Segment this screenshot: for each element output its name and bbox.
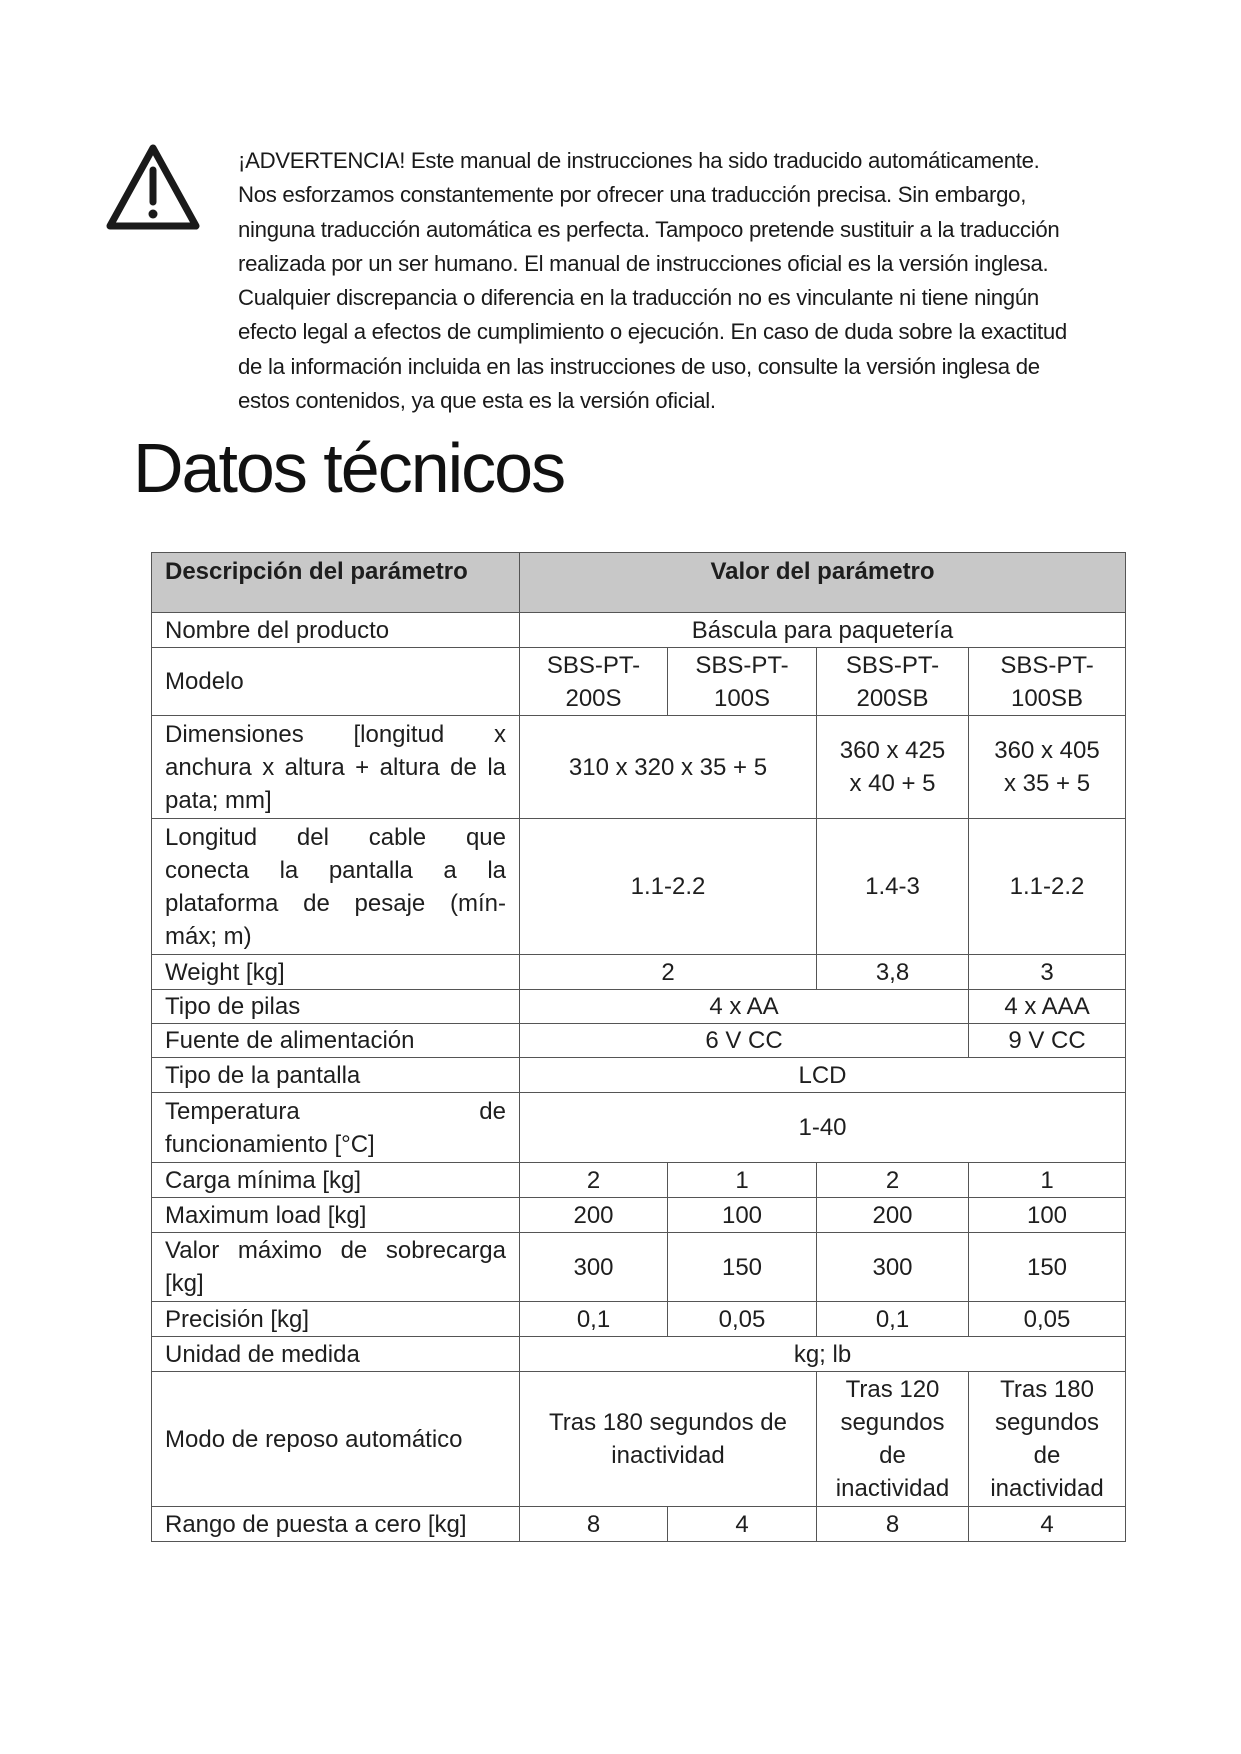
model-cell (817, 648, 969, 716)
row-label: Modo de reposo automático (152, 1372, 520, 1507)
warning-line: ninguna traducción automática es perfecta. Tampoco pretende sustituir a la traducción (238, 216, 1060, 242)
cell-value: 3 (969, 955, 1126, 990)
table-row (152, 1302, 1126, 1337)
cell-value: 3,8 (817, 955, 969, 990)
cell-value: 2 (817, 1163, 969, 1198)
cell-value: 2 (520, 955, 817, 990)
cell-value: 0,1 (520, 1302, 668, 1337)
table-row (152, 716, 1126, 819)
row-label (152, 1093, 520, 1163)
cell-value: 100 (969, 1198, 1126, 1233)
cell-line: de (1033, 1442, 1061, 1469)
cell-line: 360 x 425 (839, 737, 946, 764)
row-label: Tipo de pilas (152, 990, 520, 1024)
cell-line: de (879, 1442, 906, 1469)
label-line: funcionamiento [°C] (165, 1130, 375, 1158)
cell-line: 100S (713, 684, 771, 712)
table-row (152, 1337, 1126, 1372)
cell-value: 0,05 (668, 1302, 817, 1337)
cell-line: inactividad (835, 1475, 950, 1502)
row-label: Unidad de medida (152, 1337, 520, 1372)
cell-line: Tras 120 (845, 1376, 940, 1403)
label-line: pata; mm] (165, 786, 272, 814)
cell-value: 9 V CC (969, 1024, 1126, 1058)
row-label (152, 1233, 520, 1302)
header-param-cell: Descripción del parámetro (152, 553, 520, 613)
cell-value: 200 (520, 1198, 668, 1233)
table-row (152, 1163, 1126, 1198)
row-label: Rango de puesta a cero [kg] (152, 1507, 520, 1542)
row-label: Maximum load [kg] (152, 1198, 520, 1233)
cell-value: 310 x 320 x 35 + 5 (520, 716, 817, 819)
cell-value: 1-40 (520, 1093, 1126, 1163)
cell-value: 200 (817, 1198, 969, 1233)
cell-line: x 40 + 5 (849, 770, 936, 797)
page-title: Datos técnicos (133, 429, 565, 507)
row-label (152, 819, 520, 955)
table-row (152, 1024, 1126, 1058)
cell-value: 150 (969, 1233, 1126, 1302)
cell-value: 8 (520, 1507, 668, 1542)
row-label: Tipo de la pantalla (152, 1058, 520, 1093)
cell-value: 300 (817, 1233, 969, 1302)
label-line: máx; m) (165, 922, 252, 950)
cell-value (520, 1372, 817, 1507)
table-row (152, 613, 1126, 648)
label-line: Valor máximo de sobrecarga (165, 1237, 506, 1264)
cell-value: 1 (668, 1163, 817, 1198)
table-row (152, 1233, 1126, 1302)
row-label (152, 716, 520, 819)
cell-line: 200SB (856, 684, 929, 712)
cell-line: 360 x 405 (994, 737, 1100, 764)
warning-line: ¡ADVERTENCIA! Este manual de instrucciones ha sido traducido automáticamente. (238, 148, 1040, 173)
model-cell (969, 648, 1126, 716)
cell-value: 6 V CC (520, 1024, 969, 1058)
technical-data-table (151, 552, 1126, 1542)
cell-line: SBS-PT- (695, 651, 789, 679)
cell-line: segundos (994, 1409, 1100, 1436)
cell-value: 4 (969, 1507, 1126, 1542)
cell-value: 4 x AA (520, 990, 969, 1024)
warning-line: Cualquier discrepancia o diferencia en la traducción no es vinculante ni tiene ningún (238, 285, 1039, 311)
cell-value (817, 716, 969, 819)
warning-line: estos contenidos, ya que esta es la versión oficial. (238, 388, 716, 414)
table-row (152, 1372, 1126, 1507)
cell-value (969, 716, 1126, 819)
label-line: Longitud del cable que (165, 823, 506, 851)
cell-value: 4 (668, 1507, 817, 1542)
warning-line: Nos esforzamos constantemente por ofrecer una traducción precisa. Sin embargo, (238, 182, 1027, 208)
cell-line: segundos (840, 1409, 945, 1436)
warning-line: efecto legal a efectos de cumplimiento o ejecución. En caso de duda sobre la exactitud (238, 319, 1067, 345)
warning-triangle-icon (106, 144, 200, 230)
cell-line: Tras 180 (1000, 1376, 1094, 1403)
label-line: Dimensiones [longitud x (165, 720, 506, 748)
table-row (152, 1093, 1126, 1163)
cell-line: Tras 180 segundos de (549, 1409, 787, 1436)
row-label: Modelo (152, 648, 520, 716)
label-line: conecta la pantalla a la (165, 856, 506, 884)
cell-value (969, 1372, 1126, 1507)
cell-value: 1 (969, 1163, 1126, 1198)
row-label: Precisión [kg] (152, 1302, 520, 1337)
warning-line: realizada por un ser humano. El manual de instrucciones oficial es la versión inglesa. (238, 250, 1049, 276)
table-row (152, 990, 1126, 1024)
table-header-row (152, 553, 1126, 613)
cell-value: LCD (520, 1058, 1126, 1093)
model-cell (520, 648, 668, 716)
cell-line: inactividad (611, 1442, 725, 1469)
cell-value: 8 (817, 1507, 969, 1542)
cell-line: inactividad (990, 1475, 1104, 1502)
cell-value: 150 (668, 1233, 817, 1302)
label-line: anchura x altura + altura de la (165, 753, 506, 781)
warning-line: de la información incluida en las instrucciones de uso, consulte la versión inglesa de (238, 353, 1040, 379)
label-line: plataforma de pesaje (mín- (165, 889, 506, 917)
header-value-cell: Valor del parámetro (520, 553, 1126, 613)
cell-line: x 35 + 5 (1003, 770, 1091, 797)
cell-line: SBS-PT- (546, 651, 641, 679)
table-row (152, 1198, 1126, 1233)
cell-value: 1.1-2.2 (520, 819, 817, 955)
table-row (152, 648, 1126, 716)
row-label: Carga mínima [kg] (152, 1163, 520, 1198)
cell-value: 1.1-2.2 (969, 819, 1126, 955)
model-cell (668, 648, 817, 716)
cell-value: 0,1 (817, 1302, 969, 1337)
cell-line: SBS-PT- (845, 651, 940, 679)
cell-line: 200S (565, 684, 622, 712)
cell-line: 100SB (1010, 684, 1084, 712)
label-line: [kg] (165, 1270, 204, 1297)
warning-text (238, 144, 1100, 418)
table-row (152, 1058, 1126, 1093)
cell-value: Báscula para paquetería (520, 613, 1126, 648)
cell-line: SBS-PT- (1000, 651, 1094, 679)
table-row (152, 1507, 1126, 1542)
label-line: Temperatura de (165, 1097, 506, 1125)
cell-value: 1.4-3 (817, 819, 969, 955)
cell-value: 300 (520, 1233, 668, 1302)
cell-value (817, 1372, 969, 1507)
table-row (152, 819, 1126, 955)
cell-value: 4 x AAA (969, 990, 1126, 1024)
cell-value: kg; lb (520, 1337, 1126, 1372)
cell-value: 100 (668, 1198, 817, 1233)
row-label: Nombre del producto (152, 613, 520, 648)
cell-value: 2 (520, 1163, 668, 1198)
row-label: Weight [kg] (152, 955, 520, 990)
cell-value: 0,05 (969, 1302, 1126, 1337)
table-row (152, 955, 1126, 990)
row-label: Fuente de alimentación (152, 1024, 520, 1058)
